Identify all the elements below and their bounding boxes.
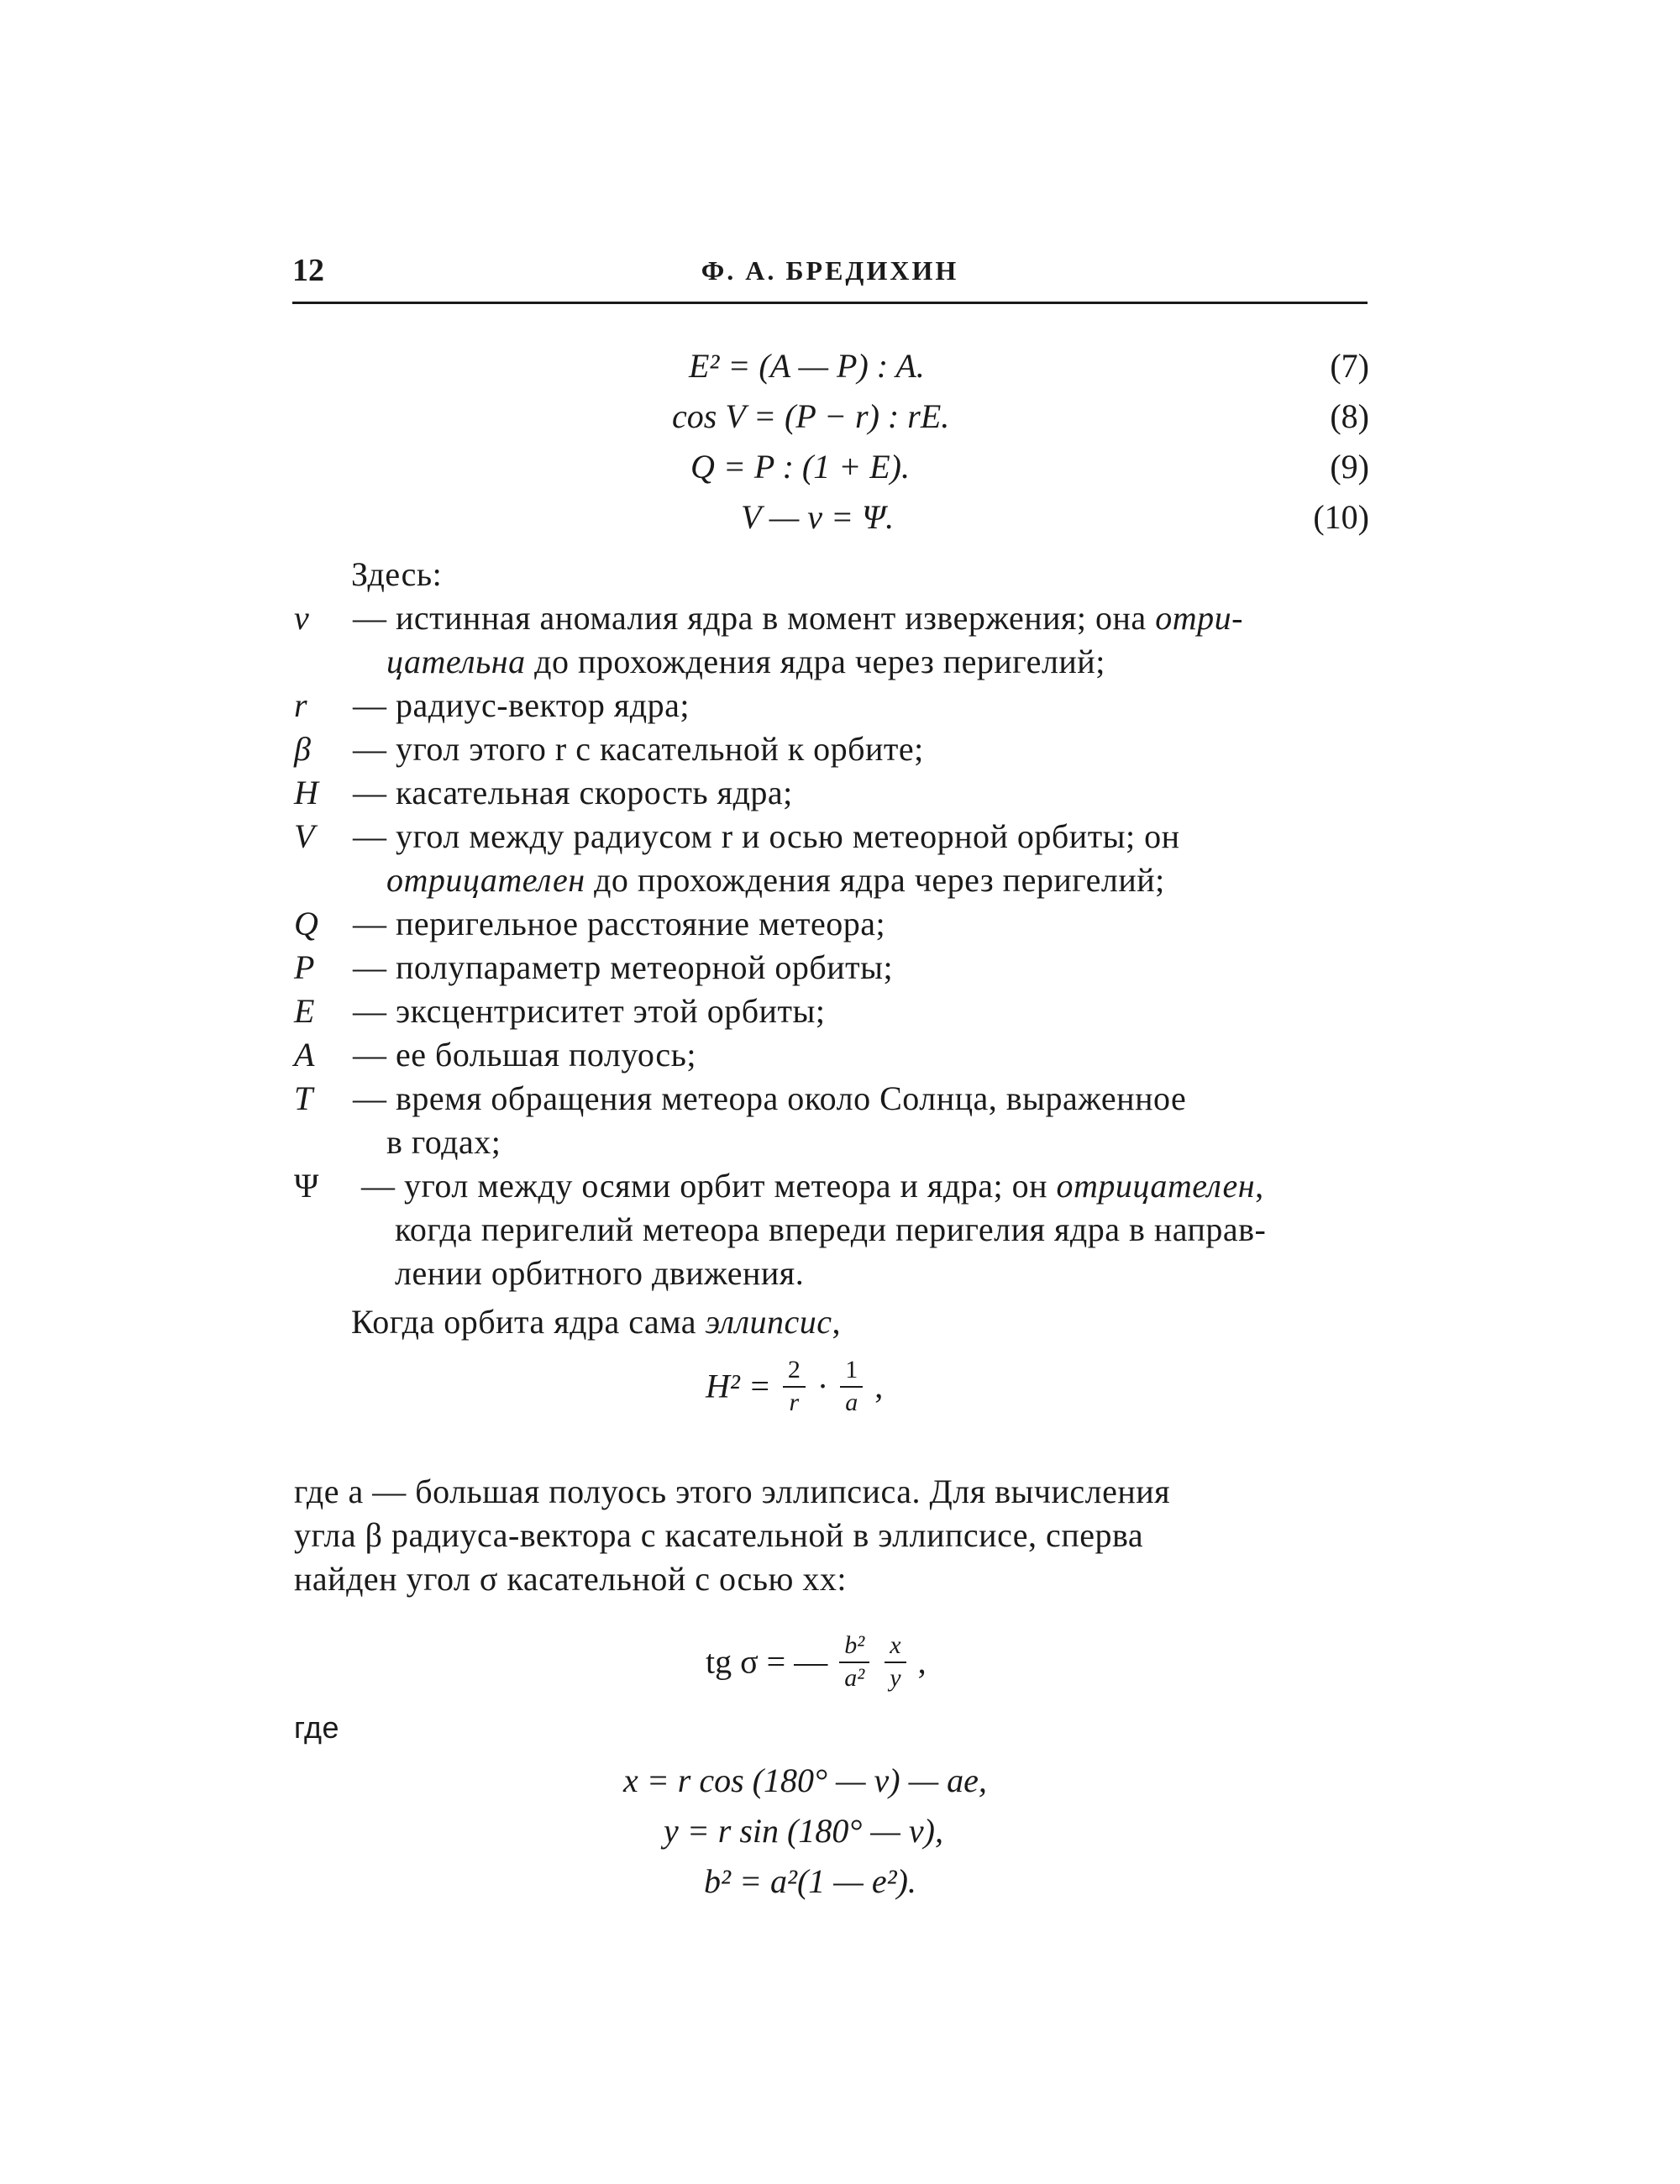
equation-number-7: (7) — [1330, 347, 1369, 385]
equation-y: y = r sin (180° — v), — [664, 1812, 943, 1850]
definition-r: r — радиус-вектор ядра; — [294, 686, 690, 724]
where-label: где — [294, 1710, 340, 1745]
page-number: 12 — [292, 253, 324, 288]
paragraph-line-2: угла β радиуса-вектора с касательной в эллипсисе, сперва — [294, 1516, 1144, 1554]
equation-7: E² = (A — P) : A. — [689, 347, 925, 385]
equation-9: Q = P : (1 + E). — [690, 448, 910, 486]
header-rule — [292, 302, 1368, 304]
paragraph-line-3: найден угол σ касательной с осью xx: — [294, 1560, 848, 1598]
definition-A: A — ее большая полуось; — [294, 1036, 696, 1074]
paragraph-line-1: где a — большая полуось этого эллипсиса. Для вычисления — [294, 1473, 1171, 1510]
fraction-2-over-r: $\frac{2}{r}$ — [783, 1354, 806, 1418]
h-formula: H² = $\frac{2}{r}$ · $\frac{1}{a}$ , — [706, 1356, 884, 1416]
page-header — [292, 252, 1368, 294]
definition-beta: β — угол этого r с касательной к орбите; — [294, 730, 924, 768]
fraction-1-over-a: $\frac{1}{a}$ — [840, 1354, 863, 1418]
equation-b2: b² = a²(1 — e²). — [704, 1862, 916, 1900]
definition-psi-cont-1: когда перигелий метеора впереди перигелия ядра в направ- — [395, 1210, 1267, 1248]
definition-psi: Ψ — угол между осями орбит метеора и ядра; он отрицателен, — [294, 1167, 1264, 1205]
equation-number-8: (8) — [1330, 397, 1369, 435]
definition-Q: Q — перигельное расстояние метеора; — [294, 905, 886, 942]
equation-x: x = r cos (180° — v) — ae, — [623, 1761, 987, 1799]
definition-P: P — полупараметр метеорной орбиты; — [294, 948, 894, 986]
equation-8: cos V = (P − r) : rE. — [672, 397, 950, 435]
symbol-v: v — [294, 599, 310, 637]
definition-T: T — время обращения метеора около Солнца, выраженное — [294, 1079, 1187, 1117]
definition-V: V — угол между радиусом r и осью метеорной орбиты; он — [294, 817, 1180, 855]
intro-label: Здесь: — [351, 555, 443, 593]
tg-formula: tg σ = — $\frac{\text{b²}}{\text{a²}}$ $\frac{x}{y}$ , — [706, 1631, 927, 1692]
running-title: Ф. А. БРЕДИХИН — [701, 255, 959, 286]
definition-v: v — истинная аномалия ядра в момент извержения; она отри- — [294, 599, 1243, 637]
definition-T-cont: в годах; — [386, 1123, 501, 1161]
definition-V-cont: отрицателен до прохождения ядра через перигелий; — [386, 861, 1165, 899]
fraction-b2-over-a2: $\frac{\text{b²}}{\text{a²}}$ — [839, 1630, 869, 1693]
ellipse-intro: Когда орбита ядра сама эллипсис, — [351, 1303, 842, 1341]
equation-number-9: (9) — [1330, 448, 1369, 486]
equation-10: V — v = Ψ. — [741, 498, 895, 536]
definition-E: E — эксцентриситет этой орбиты; — [294, 992, 826, 1030]
definition-H: H — касательная скорость ядра; — [294, 774, 793, 811]
equation-number-10: (10) — [1313, 498, 1369, 536]
fraction-x-over-y: $\frac{x}{y}$ — [885, 1630, 906, 1693]
definition-psi-cont-2: лении орбитного движения. — [395, 1254, 805, 1292]
definition-v-cont: цательна до прохождения ядра через перигелий; — [386, 643, 1105, 680]
